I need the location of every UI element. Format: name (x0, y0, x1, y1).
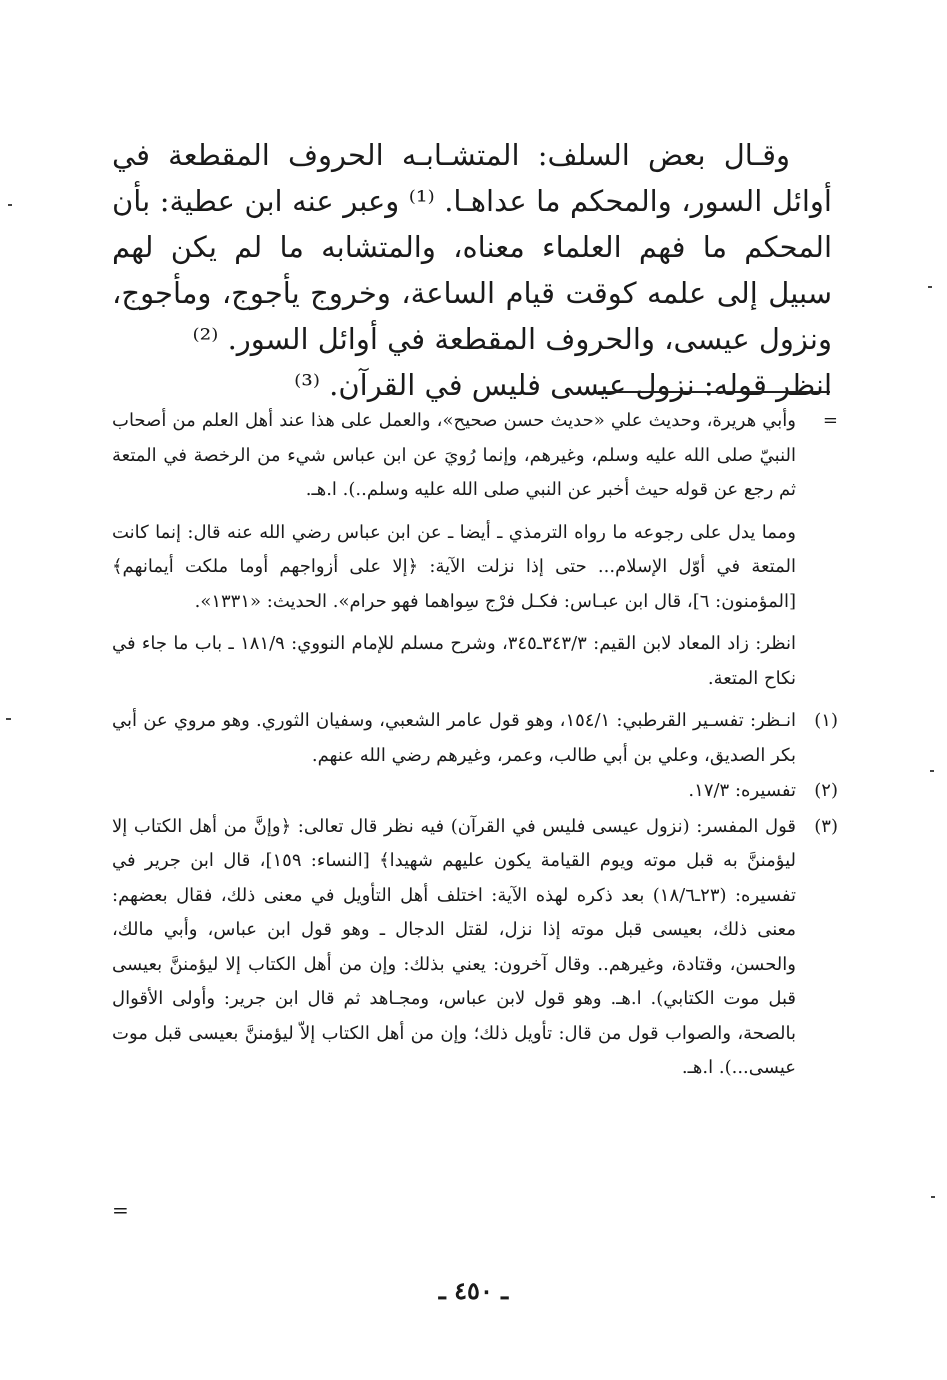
main-paragraph-1: وقـال بعض السلف: المتشـابـه الحروف المقطعة في أوائل السور، والمحكم ما عداهـا. ⁽¹⁾ وعبر عنه ابن عطية: بأن المحكم ما فهم العلماء معناه، والمتشابه ما لم يكن لهم سبيل إلى علمه كوقت قيام الساعة، وخروج يأجوج، ومأجوج، ونزول عيسى، والحروف المقطعة في أوائل السور. ⁽²⁾ (112, 138, 832, 356)
scan-speck (8, 204, 12, 206)
continuation-paragraph-2: ومما يدل على رجوعه ما رواه الترمذي ـ أيضا ـ عن ابن عباس رضي الله عنه قال: إنما كانت المتعة في أوّل الإسلام... حتى إذا نزلت الآية: ﴿إلا على أزواجهم أوما ملكت أيمانهم﴾ [المؤمنون: ٦]، قال ابن عبـاس: فكـل فرْج سِواهما فهو حرام». الحديث: «١٣٣١». (112, 521, 796, 612)
footnote-2-number: (٢) (814, 780, 838, 801)
footnote-continuation (112, 404, 838, 696)
continued-mark: = (112, 1198, 129, 1222)
main-paragraph-2: انظر قوله: نزول عيسى فليس في القرآن. ⁽³⁾ (294, 368, 832, 402)
page-number: ـ ٤٥٠ ـ (438, 1276, 509, 1305)
footnote-1-number: (١) (814, 710, 838, 731)
footnotes (112, 404, 838, 1086)
footnote-1-text: انـظر: تفسـير القرطبي: ١٥٤/١، وهو قول عامر الشعبي، وسفيان الثوري. وهو مروي عن أبي بكر الصديق، وعلي بن أبي طالب، وعمر، وغيرهم رضي الله عنهم. (112, 710, 796, 766)
footnote-3-number: (٣) (814, 815, 838, 837)
footnote-2 (112, 774, 838, 809)
continuation-paragraph-3: انظر: زاد المعاد لابن القيم: ٣٤٣/٣ـ٣٤٥، وشرح مسلم للإمام النووي: ١٨١/٩ ـ باب ما جاء في نكاح المتعة. (112, 633, 796, 689)
scan-speck (930, 770, 934, 772)
scan-speck (6, 718, 11, 720)
footnote-1 (112, 704, 838, 773)
scan-speck (931, 1196, 935, 1198)
footnote-3 (112, 810, 838, 1086)
main-text (112, 132, 832, 408)
footnote-3-text: قول المفسر: (نزول عيسى فليس في القرآن) فيه نظر قال تعالى: ﴿وإنَّ من أهل الكتاب إلا ليؤمننَّ به قبل موته ويوم القيامة يكون عليهم شهيدا﴾ [النساء: ١٥٩]، قال ابن جرير في تفسيره: (٢٣ـ١٨/٦) بعد ذكره لهذه الآية: اختلف أهل التأويل في معنى ذلك، فقال بعضهم: معنى ذلك، بعيسى قبل موته إذا نزل، لقتل الدجال ـ وهو قول ابن عباس، وأبي مالك، والحسن، وقتادة، وغيرهم.. وقال آخرون: يعني بذلك: وإن من أهل الكتاب إلا ليؤمننَّ بعيسى قبل موت الكتابي). ا.هـ. وهو قول لابن عباس، ومجـاهد ثم قال ابن جرير: وأولى الأقوال بالصحة، والصواب قول من قال: تأويل ذلك؛ وإن من أهل الكتاب إلاّ ليؤمننَّ بعيسى قبل موت عيسى...). ا.هـ. (112, 815, 796, 1078)
continuation-paragraph-1: وأبي هريرة، وحديث علي «حديث حسن صحيح»، والعمل على هذا عند أهل العلم من أصحاب النبيّ صلى الله عليه وسلم، وغيرهم، وإنما رُويَ عن ابن عباس شيء من الرخصة في المتعة ثم رجع عن قوله حيث أخبر عن النبي صلى الله عليه وسلم..). ا.هـ. (112, 410, 796, 500)
footnote-2-text: تفسيره: ١٧/٣. (688, 780, 796, 801)
footnote-separator (598, 391, 830, 393)
continuation-mark: = (822, 410, 838, 431)
scan-speck (928, 286, 932, 288)
